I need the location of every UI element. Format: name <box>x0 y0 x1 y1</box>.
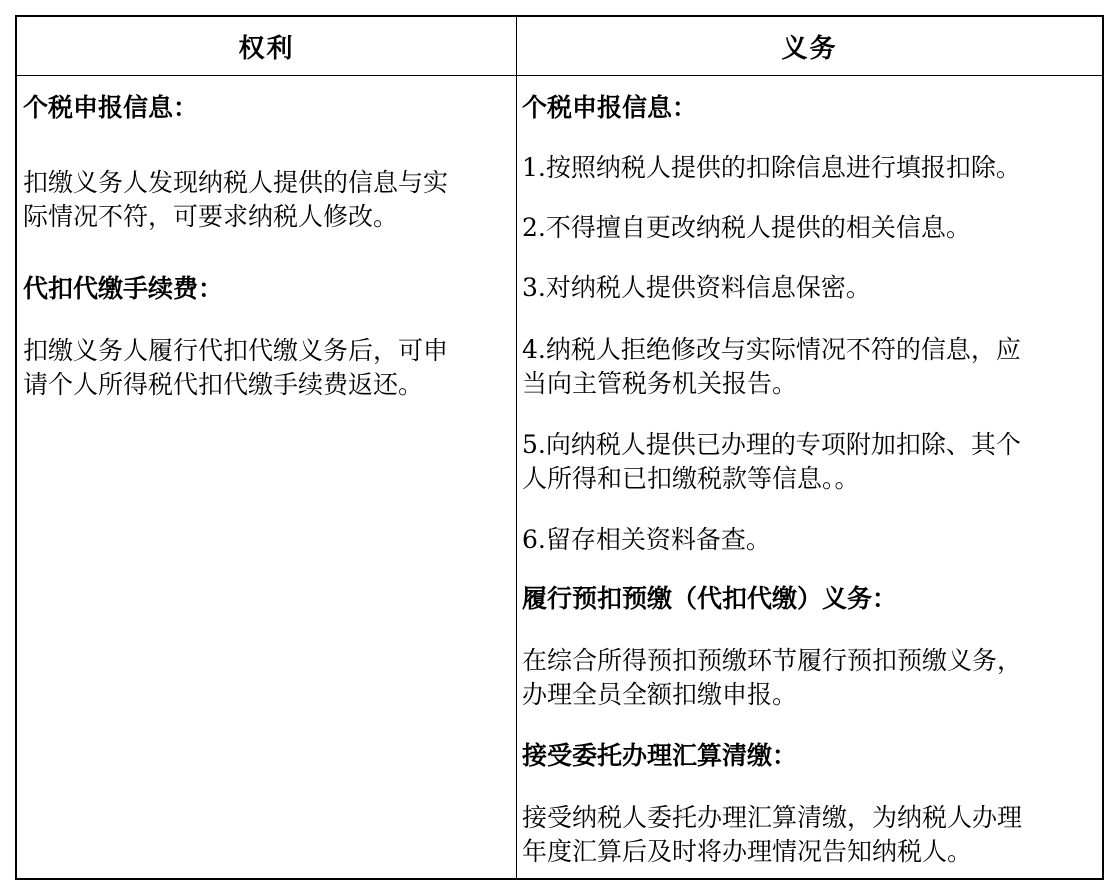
obligations-line: 年度汇算后及时将办理情况告知纳税人。 <box>522 837 973 866</box>
column-divider <box>516 17 517 878</box>
obligations-heading-info: 个税申报信息： <box>522 93 698 122</box>
rights-line: 扣缴义务人履行代扣代缴义务后，可申 <box>23 336 449 365</box>
obligations-line: 1.按照纳税人提供的扣除信息进行填报扣除。 <box>522 153 1021 182</box>
rights-line: 扣缴义务人发现纳税人提供的信息与实 <box>23 168 449 197</box>
header-rights: 权利 <box>238 33 295 64</box>
obligations-line: 2.不得擅自更改纳税人提供的相关信息。 <box>522 213 971 242</box>
obligations-line: 在综合所得预扣预缴环节履行预扣预缴义务， <box>522 646 1023 675</box>
obligations-line: 4.纳税人拒绝修改与实际情况不符的信息，应 <box>522 335 1021 364</box>
obligations-line: 接受纳税人委托办理汇算清缴，为纳税人办理 <box>522 803 1023 832</box>
obligations-heading-withholding: 履行预扣预缴（代扣代缴）义务： <box>522 584 898 613</box>
obligations-line: 人所得和已扣缴税款等信息。。 <box>522 464 860 493</box>
header-obligations: 义务 <box>781 33 838 64</box>
rights-heading-info: 个税申报信息： <box>23 93 199 122</box>
rights-line: 际情况不符，可要求纳税人修改。 <box>23 202 399 231</box>
obligations-line: 办理全员全额扣缴申报。 <box>522 680 798 709</box>
obligations-line: 6.留存相关资料备查。 <box>522 525 771 554</box>
rights-line: 请个人所得税代扣代缴手续费返还。 <box>23 370 424 399</box>
rights-heading-fee: 代扣代缴手续费： <box>23 274 224 303</box>
obligations-line: 当向主管税务机关报告。 <box>522 369 798 398</box>
obligations-line: 5.向纳税人提供已办理的专项附加扣除、其个 <box>522 430 1021 459</box>
rights-obligations-table <box>15 15 1104 880</box>
header-divider <box>17 75 1102 76</box>
obligations-heading-settlement: 接受委托办理汇算清缴： <box>522 741 798 770</box>
obligations-line: 3.对纳税人提供资料信息保密。 <box>522 273 871 302</box>
